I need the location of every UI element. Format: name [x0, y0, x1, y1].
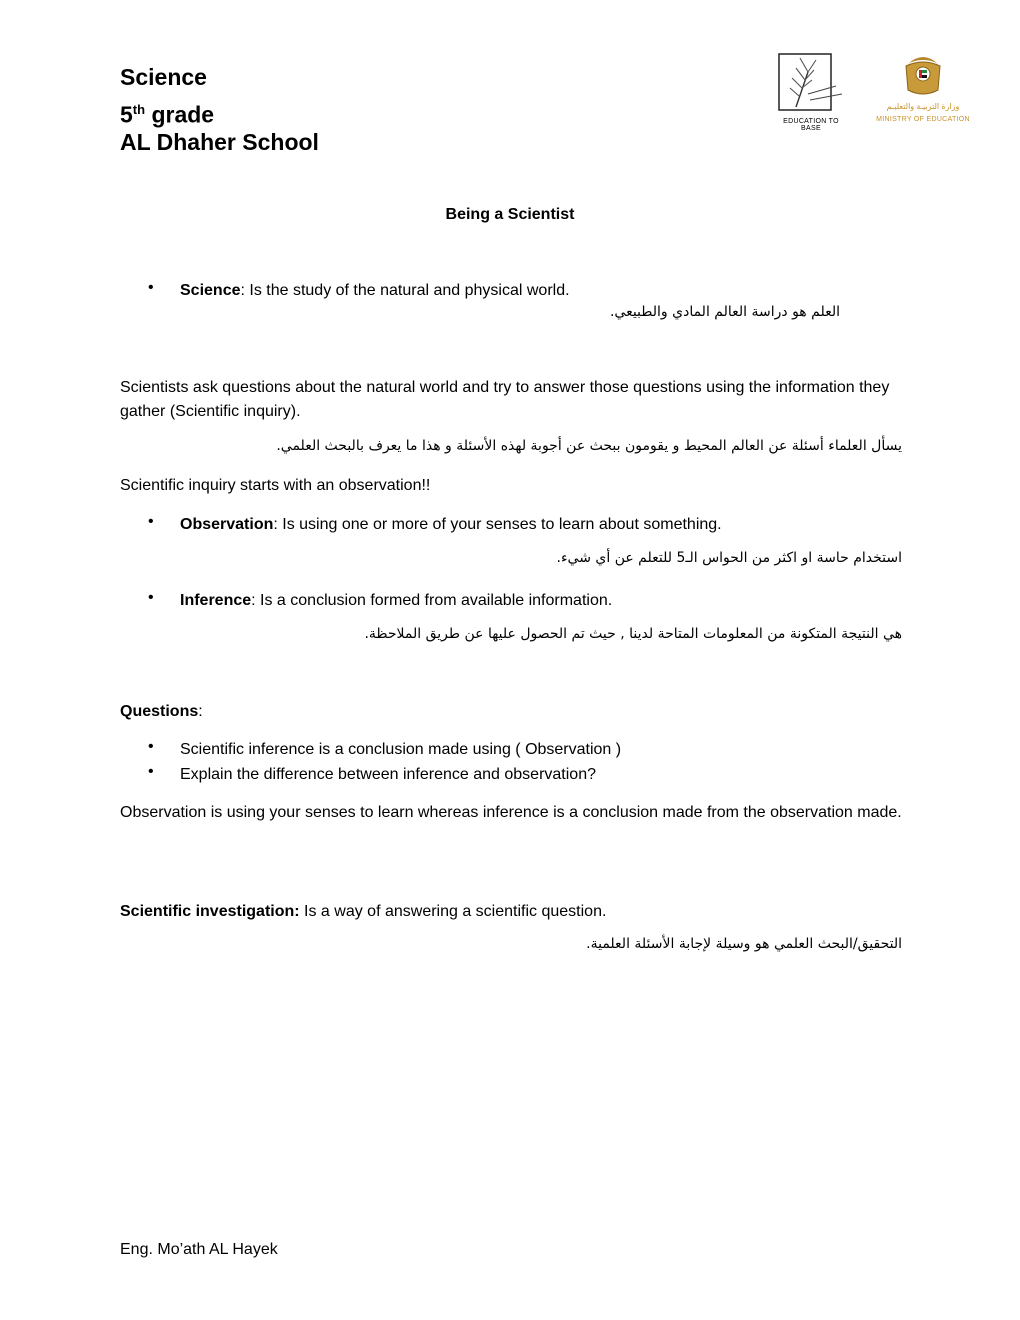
school-logo-caption: EDUCATION TO BASE [783, 118, 839, 132]
observation-term: Observation [180, 516, 274, 533]
inference-definition [180, 589, 612, 613]
page-title: Being a Scientist [445, 206, 575, 223]
bullet-icon: • [148, 279, 154, 296]
science-definition [180, 279, 570, 303]
subject-title: Science [120, 64, 207, 90]
questions-label: Questions [120, 703, 199, 720]
observation-text: : Is using one or more of your senses to learn about something. [273, 516, 722, 533]
question-item-2: Explain the difference between inference and observation? [180, 766, 596, 783]
grade-number: 5 [120, 101, 133, 128]
science-arabic: العلم هو دراسة العالم المادي والطبيعي. [609, 304, 840, 320]
science-term: Science [180, 282, 241, 299]
investigation-term: Scientific investigation: [120, 903, 300, 920]
investigation-arabic: التحقيق/البحث العلمي هو وسيلة لإجابة الأسئلة العلمية. [586, 936, 902, 952]
bullet-icon: • [148, 738, 154, 755]
investigation-text: Is a way of answering a scientific question. [299, 903, 607, 920]
inference-arabic: هي النتيجة المتكونة من المعلومات المتاحة لدينا , حيث تم الحصول عليها عن طريق الملاحظة. [364, 626, 902, 642]
emblem-icon [868, 52, 978, 102]
questions-colon: : [198, 703, 203, 720]
school-logo [778, 52, 844, 130]
bullet-icon: • [148, 763, 154, 780]
inference-term: Inference [180, 592, 252, 609]
school-name: AL Dhaher School [120, 129, 319, 155]
ministry-english-name: MINISTRY OF EDUCATION [876, 116, 970, 123]
questions-heading [120, 700, 203, 724]
bullet-icon: • [148, 513, 154, 530]
ministry-arabic-name: وزارة التربيـة والتعليـم [886, 102, 960, 111]
observation-definition [180, 513, 722, 537]
footer-author: Eng. Mo’ath AL Hayek [120, 1241, 278, 1258]
question-item-1: Scientific inference is a conclusion made using ( Observation ) [180, 741, 622, 758]
grade-word: grade [145, 101, 215, 128]
inference-text: : Is a conclusion formed from available information. [251, 592, 613, 609]
inquiry-arabic: يسأل العلماء أسئلة عن العالم المحيط و يقومون ببحث عن أجوبة لهذه الأسئلة و هذا ما يعرف بالبحث العلمي. [276, 438, 902, 454]
ministry-logo [868, 52, 978, 130]
answer-paragraph: Observation is using your senses to learn whereas inference is a conclusion made from the observation made. [120, 804, 902, 821]
investigation-definition [120, 900, 606, 924]
observation-arabic: استخدام حاسة او اكثر من الحواس الـ5 للتعلم عن أي شيء. [556, 550, 902, 566]
science-text: : Is the study of the natural and physical world. [240, 282, 570, 299]
inquiry-start: Scientific inquiry starts with an observation!! [120, 477, 431, 494]
bullet-icon: • [148, 589, 154, 606]
grade-suffix: th [132, 102, 146, 117]
inquiry-paragraph: Scientists ask questions about the natural world and try to answer those questions using the information they gather (Scientific inquiry). [120, 379, 890, 420]
